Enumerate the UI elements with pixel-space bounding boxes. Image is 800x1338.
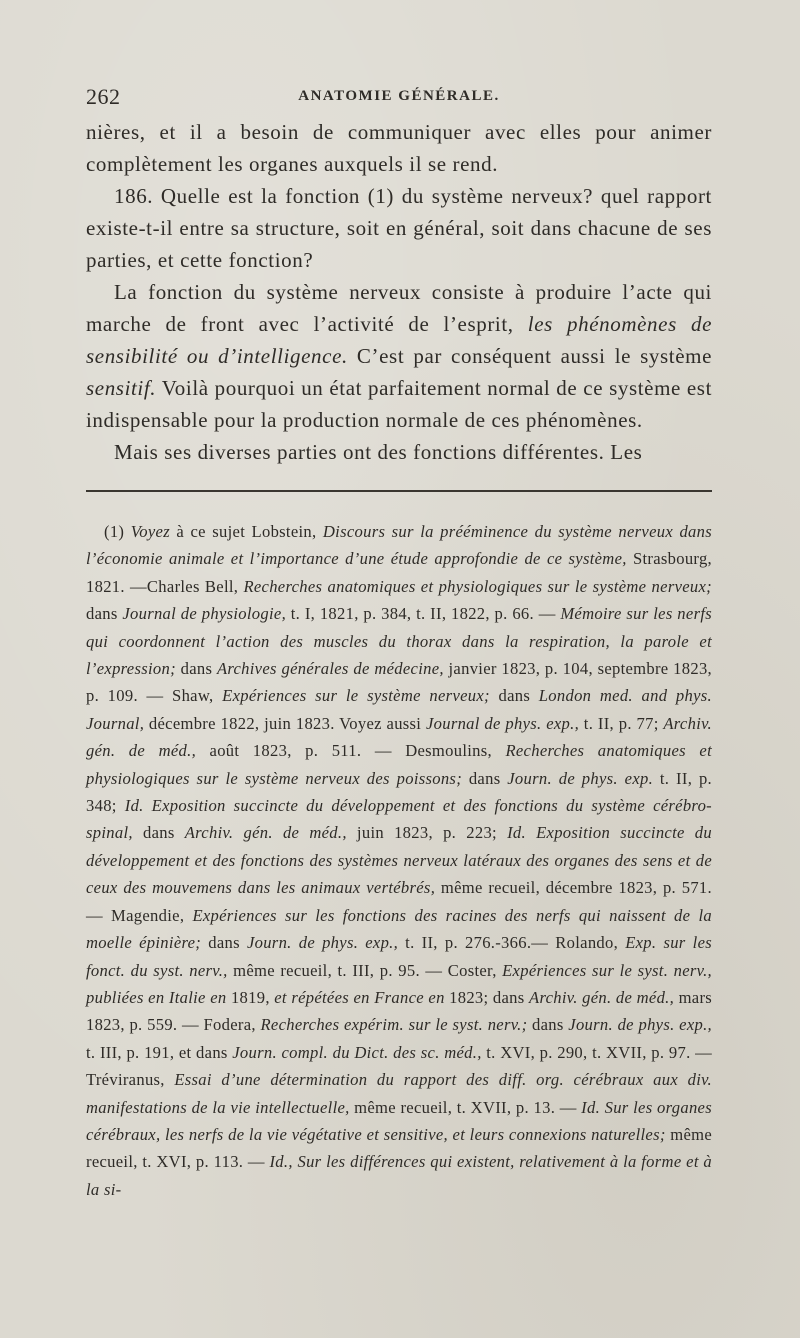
- footnote-italic: et répétées en France en: [274, 987, 445, 1007]
- paragraph-parts: Mais ses diverses parties ont des fonctions différentes. Les: [114, 440, 643, 464]
- footnote-run: août 1823, p. 511. — Desmoulins,: [196, 741, 506, 761]
- page-number: 262: [86, 84, 121, 109]
- text-run: C’est par conséquent aussi le système: [347, 344, 712, 368]
- footnote-italic: Journ. de phys. exp.,: [568, 1015, 712, 1035]
- footnote-run: dans: [489, 686, 539, 706]
- footnote-run: (1): [104, 522, 131, 541]
- footnote-italic: Archiv. gén. de méd.,: [86, 713, 712, 761]
- footnote-run: t. XVI, p. 290, t. XVII, p. 97. — Tréviranus,: [86, 1042, 712, 1090]
- footnote-run: 1823; dans: [444, 987, 530, 1007]
- footnote-run: t. I, 1821, p. 384, t. II, 1822, p. 66. —: [286, 604, 561, 624]
- footnote-italic: Expériences sur le syst. nerv., publiées en Italie en: [86, 960, 712, 1007]
- footnote-italic: Essai d’une détermination du rapport des diff. org. cérébraux aux div. manifestations de la vie intellectuelle,: [86, 1070, 712, 1117]
- footnote-run: dans: [462, 768, 508, 788]
- footnote-italic: Archiv. gén. de méd.,: [184, 823, 347, 843]
- footnote-italic: Journal de physiologie,: [122, 604, 287, 624]
- footnote-italic: Exp. sur les fonct. du syst. nerv.,: [86, 933, 712, 980]
- footnote-italic: Id., Sur les différences qui existent, relativement à la forme et à la si-: [86, 1152, 712, 1199]
- footnote-run: t. III, p. 191, et dans: [86, 1042, 233, 1062]
- footnote-run: dans: [201, 933, 247, 953]
- footnote-run: t. II, p. 276.-366.— Rolando,: [398, 933, 626, 953]
- footnote-run: t. II, p. 348;: [86, 768, 712, 816]
- text-run: La fonction du système nerveux consiste à produire l’acte qui marche de front avec l’activité de l’esprit,: [86, 280, 712, 336]
- footnote-italic: Expériences sur les fonctions des racines des nerfs qui naissent de la moelle épinière;: [86, 905, 712, 953]
- footnote-run: 1819,: [226, 987, 275, 1007]
- footnote-run: janvier 1823, p. 104, septembre 1823, p. 109. — Shaw,: [86, 659, 713, 706]
- footnote-run: même recueil, t. III, p. 95. — Coster,: [227, 960, 503, 980]
- paragraph-function: [86, 276, 712, 436]
- footnote-italic: Recherches anatomiques et physiologiques sur le système nerveux des poissons;: [86, 741, 712, 788]
- text-run: Voilà pourquoi un état parfaitement normal de ce système est indispensable pour la production normale de ces phénomènes.: [86, 376, 712, 432]
- footnote-italic: Journ. de phys. exp.: [507, 768, 654, 788]
- footnote-italic: Voyez: [130, 522, 170, 541]
- footnote-run: mars 1823, p. 559. — Fodera,: [86, 987, 713, 1035]
- footnote-run: même recueil, t. XVI, p. 113. —: [86, 1124, 712, 1172]
- footnote-run: dans: [175, 659, 217, 679]
- footnote-run: décembre 1822, juin 1823. Voyez aussi: [144, 713, 426, 733]
- footnote-italic: Id. Exposition succincte du développement et des fonctions du système cérébro-spinal,: [86, 796, 712, 843]
- footnote-italic: Id. Exposition succincte du développement et des fonctions des systèmes nerveux latéraux des organes des sens et de ceux des mouvemens dans les animaux vertébrés,: [86, 823, 712, 898]
- footnote-italic: Journal de phys. exp.,: [425, 713, 580, 733]
- footnote-run: t. II, p. 77;: [579, 713, 664, 733]
- main-text: [86, 116, 712, 468]
- footnote-run: même recueil, t. XVII, p. 13. —: [349, 1097, 582, 1117]
- footnote-italic: Expériences sur le système nerveux;: [222, 686, 490, 706]
- footnote-run: dans: [132, 823, 185, 843]
- footnote-run: dans: [86, 604, 123, 624]
- footnote-italic: Mémoire sur les nerfs qui coordonnent l’action des muscles du thorax dans la respiration, la parole et l’expression;: [86, 604, 712, 679]
- footnote-italic: Id. Sur les organes cérébraux, les nerfs de la vie végétative et sensitive, et leurs connexions naturelles;: [86, 1097, 712, 1144]
- footnote-run: juin 1823, p. 223;: [346, 823, 508, 843]
- footnote-italic: Discours sur la prééminence du système nerveux dans l’économie animale et l’importance d’une étude approfondie de ce système,: [86, 522, 712, 569]
- footnote-run: Strasbourg, 1821. —Charles Bell,: [86, 549, 713, 596]
- paragraph-186: 186. Quelle est la fonction (1) du système nerveux? quel rapport existe-t-il entre sa structure, soit en général, soit dans chacune de ses parties, et cette fonction?: [86, 184, 712, 272]
- italic-run: les phénomènes de sensibilité ou d’intelligence.: [86, 312, 713, 368]
- footnote-run: dans: [527, 1015, 569, 1035]
- footnote-italic: Recherches expérim. sur le syst. nerv.;: [260, 1015, 528, 1035]
- footnote-run: même recueil, décembre 1823, p. 571. — Magendie,: [86, 878, 712, 925]
- footnote-divider: [86, 490, 712, 492]
- footnote-italic: Journ. compl. du Dict. des sc. méd.,: [232, 1042, 482, 1062]
- running-title: ANATOMIE GÉNÉRALE.: [298, 88, 500, 104]
- footnote-italic: London med. and phys. Journal,: [86, 686, 712, 733]
- footnote-italic: Recherches anatomiques et physiologiques sur le système nerveux;: [243, 576, 712, 596]
- italic-run: sensitif.: [86, 376, 157, 400]
- paragraph-continuation: nières, et il a besoin de communiquer avec elles pour animer complètement les organes auxquels il se rend.: [86, 120, 712, 176]
- footnote-run: à ce sujet Lobstein,: [169, 522, 323, 541]
- footnote-italic: Journ. de phys. exp.,: [246, 933, 399, 953]
- footnote-italic: Archives générales de médecine,: [216, 659, 444, 679]
- footnote-1: [86, 518, 712, 1203]
- footnote-italic: Archiv. gén. de méd.,: [529, 987, 675, 1007]
- page-content: [86, 82, 712, 1203]
- running-head: [86, 82, 712, 116]
